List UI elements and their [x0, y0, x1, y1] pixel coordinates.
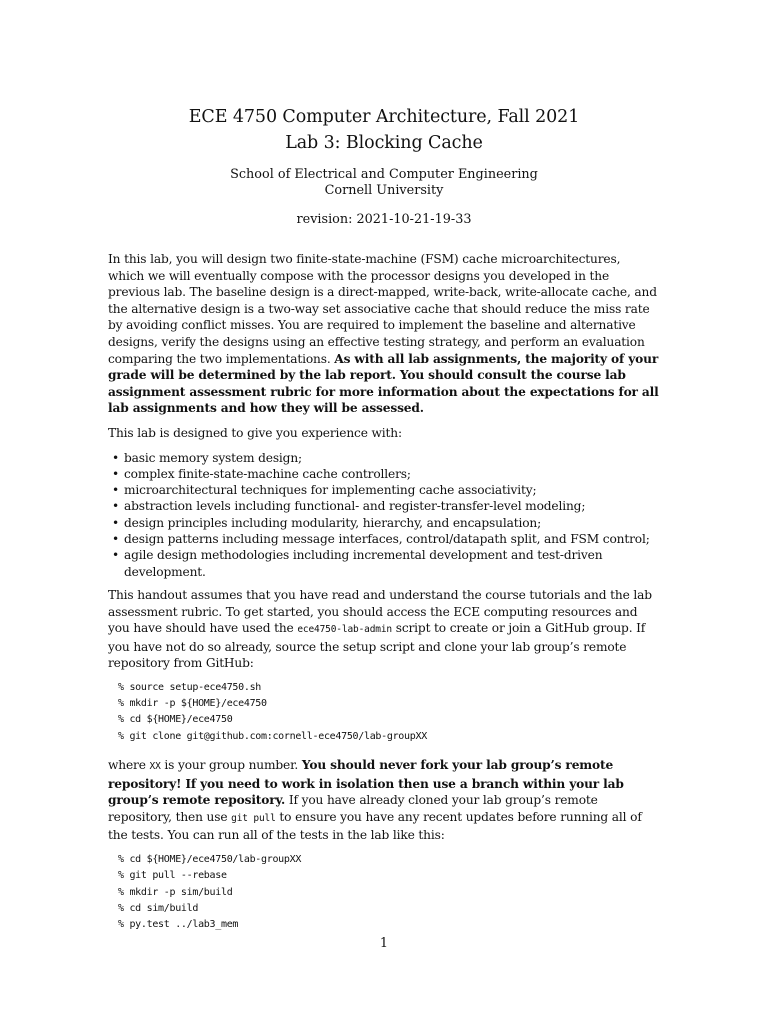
page-number: 1	[379, 936, 389, 951]
group-text-4: to ensure you have any recent updates before running all of the tests. You can run all of the tests in the lab like this:	[108, 809, 642, 843]
intro-text: In this lab, you will design two finite-state-machine (FSM) cache microarchitectures, which we will eventually compose with the processor designs you developed in the previous lab. The baseline design is a direct-mapped, write-back, write-allocate cache, and the alternative design is a two-way set associative cache that should reduce the miss rate by avoiding conflict misses. You are required to implement the baseline and alternative designs, verify the designs using an effective testing strategy, and perform an evaluation comparing the two implementations.	[108, 252, 657, 366]
code-line: % cd ${HOME}/ece4750	[118, 714, 233, 726]
inline-code-xx: XX	[149, 761, 161, 773]
intro-paragraph	[108, 251, 660, 417]
group-text-3: If you have already cloned your lab group’s remote repository, then use	[108, 793, 598, 824]
school-name: School of Electrical and Computer Engineering	[230, 167, 538, 182]
group-text-1: where	[108, 758, 150, 773]
setup-text-1: This handout assumes that you have read and understand the course tutorials and the lab assessment rubric. To get started, you should access the ECE computing resources and you have should have used the	[108, 587, 652, 636]
code-block-tests	[118, 852, 660, 933]
list-item: • abstraction levels including functional- and register-transfer-level modeling;	[108, 498, 660, 514]
code-line: % source setup-ece4750.sh	[118, 681, 262, 693]
affiliation	[0, 167, 768, 199]
list-item: • complex finite-state-machine cache controllers;	[108, 466, 660, 482]
group-paragraph	[108, 757, 660, 844]
list-item: • basic memory system design;	[108, 450, 660, 466]
list-item: • design principles including modularity, hierarchy, and encapsulation;	[108, 515, 660, 531]
setup-text-2: script to create or join a GitHub group. If you have not do so already, source the setup script and clone your lab group’s remote repository from GitHub:	[108, 621, 646, 671]
revision-label: revision: 2021-10-21-19-33	[296, 212, 472, 227]
course-title: ECE 4750 Computer Architecture, Fall 2021	[188, 107, 580, 127]
list-item: • agile design methodologies including incremental development and test-driven development.	[108, 547, 660, 580]
code-block-clone	[118, 680, 660, 745]
university-name: Cornell University	[324, 183, 444, 198]
lab-title: Lab 3: Blocking Cache	[285, 133, 483, 153]
intro-bold-text: As with all lab assignments, the majority of your grade will be determined by the lab report. You should consult the course lab assignment assessment rubric for more information about the expectations for all lab assignments and how they will be assessed.	[108, 351, 659, 416]
inline-code-admin-script: ece4750-lab-admin	[297, 624, 392, 636]
experience-list	[108, 450, 660, 580]
code-line: % git pull --rebase	[118, 870, 227, 882]
code-line: % mkdir -p sim/build	[118, 886, 233, 898]
document-body	[108, 251, 660, 946]
list-item: • design patterns including message interfaces, control/datapath split, and FSM control;	[108, 531, 660, 547]
document-title	[0, 104, 768, 156]
code-line: % py.test ../lab3_mem	[118, 919, 239, 931]
group-bold-text: You should never fork your lab group’s remote repository! If you need to work in isolation then use a branch within your lab group’s remote repository.	[108, 758, 624, 808]
code-line: % cd ${HOME}/ece4750/lab-groupXX	[118, 854, 302, 866]
setup-paragraph	[108, 587, 660, 672]
code-line: % cd sim/build	[118, 902, 199, 914]
list-item: • microarchitectural techniques for implementing cache associativity;	[108, 482, 660, 498]
code-line: % mkdir -p ${HOME}/ece4750	[118, 698, 267, 710]
group-text-2: is your group number.	[160, 758, 302, 773]
inline-code-git-pull: git pull	[231, 812, 276, 824]
code-line: % git clone git@github.com:cornell-ece4750/lab-groupXX	[118, 730, 427, 742]
experience-lead: This lab is designed to give you experience with:	[108, 425, 402, 440]
